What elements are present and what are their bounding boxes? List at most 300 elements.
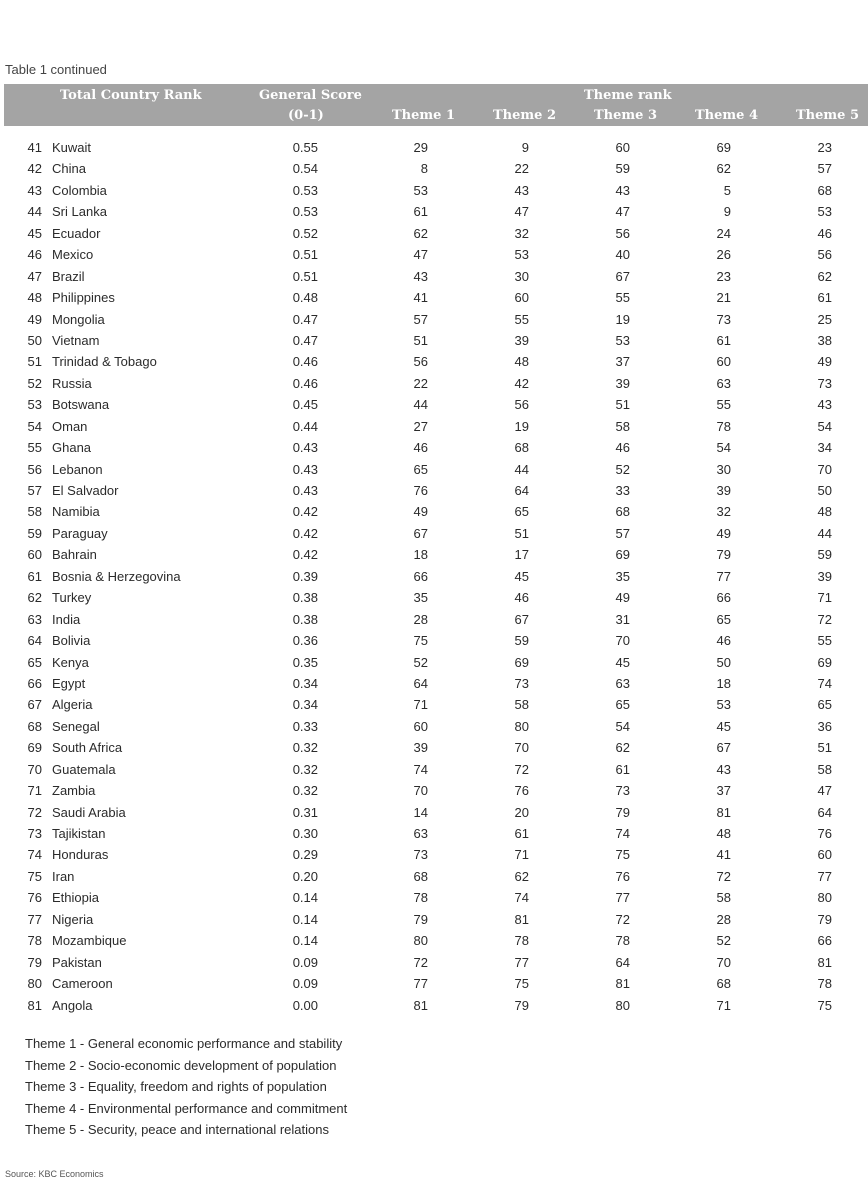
- theme-5-rank-cell: 76: [817, 826, 832, 841]
- theme-1-rank-cell: 14: [413, 804, 428, 820]
- theme-2-rank-cell: 64: [514, 483, 529, 498]
- theme-4-rank-cell: 71: [716, 997, 731, 1013]
- table-row: [0, 694, 868, 715]
- general-score-cell: 0.32: [292, 783, 318, 799]
- theme-2-rank-cell: 73: [514, 675, 529, 691]
- theme-4-rank-cell: 66: [716, 590, 731, 606]
- general-score-cell: 0.45: [292, 397, 318, 413]
- country-cell: Russia: [52, 375, 92, 391]
- header-total-country-rank: Total Country Rank: [60, 88, 202, 103]
- general-score-cell: 0.36: [292, 633, 318, 649]
- theme-4-rank-cell: 54: [716, 440, 731, 456]
- country-cell: Nigeria: [52, 911, 94, 927]
- theme-2-rank-cell: 46: [514, 590, 529, 606]
- theme-3-rank-cell: 77: [615, 890, 630, 906]
- general-score-cell: 0.31: [292, 804, 318, 820]
- general-score-cell: 0.34: [292, 697, 318, 713]
- rank-cell: 62: [27, 590, 42, 606]
- table-row: [0, 566, 868, 587]
- rank-cell: 71: [27, 783, 42, 799]
- table-row: [0, 480, 868, 501]
- country-cell: Egypt: [52, 675, 86, 691]
- table-row: [0, 652, 868, 673]
- theme-2-rank-cell: 45: [514, 568, 529, 584]
- country-cell: Iran: [52, 868, 75, 884]
- theme-1-rank-cell: 51: [413, 332, 428, 348]
- header-general-score-range: (0-1): [288, 108, 324, 123]
- country-cell: Ethiopia: [52, 890, 99, 906]
- theme-3-rank-cell: 54: [615, 718, 630, 734]
- theme-1-rank-cell: 75: [413, 633, 428, 649]
- rank-cell: 75: [27, 868, 42, 884]
- theme-1-rank-cell: 66: [413, 568, 428, 584]
- theme-3-rank-cell: 80: [615, 997, 630, 1013]
- general-score-cell: 0.47: [292, 332, 318, 348]
- theme-4-rank-cell: 53: [716, 697, 731, 713]
- theme-2-rank-cell: 48: [514, 354, 529, 370]
- country-cell: Guatemala: [52, 761, 116, 777]
- theme-4-rank-cell: 48: [716, 826, 731, 841]
- rank-cell: 49: [27, 311, 42, 327]
- theme-5-rank-cell: 64: [817, 804, 832, 820]
- theme-4-rank-cell: 72: [716, 868, 731, 884]
- theme-4-rank-cell: 70: [716, 954, 731, 970]
- theme-3-rank-cell: 62: [615, 740, 630, 756]
- theme-3-rank-cell: 73: [615, 783, 630, 799]
- table-row: [0, 802, 868, 823]
- theme-3-rank-cell: 68: [615, 504, 630, 520]
- country-cell: Trinidad & Tobago: [52, 354, 157, 370]
- theme-2-rank-cell: 69: [514, 654, 529, 670]
- legend-item: Theme 2 - Socio-economic development of population: [25, 1057, 337, 1073]
- rank-cell: 51: [27, 354, 42, 370]
- theme-3-rank-cell: 59: [615, 161, 630, 177]
- country-cell: Kuwait: [52, 140, 92, 155]
- theme-2-rank-cell: 75: [514, 976, 529, 992]
- theme-1-rank-cell: 61: [413, 204, 428, 220]
- general-score-cell: 0.35: [292, 654, 318, 670]
- theme-5-rank-cell: 44: [817, 525, 832, 541]
- theme-3-rank-cell: 35: [615, 568, 630, 584]
- theme-2-rank-cell: 42: [514, 375, 529, 391]
- theme-4-rank-cell: 68: [716, 976, 731, 992]
- table-caption: Table 1 continued: [5, 62, 107, 77]
- theme-4-rank-cell: 9: [723, 204, 731, 220]
- theme-1-rank-cell: 70: [413, 783, 428, 799]
- theme-4-rank-cell: 79: [716, 547, 731, 563]
- theme-3-rank-cell: 69: [615, 547, 630, 563]
- theme-4-rank-cell: 58: [716, 890, 731, 906]
- theme-3-rank-cell: 47: [615, 204, 630, 220]
- general-score-cell: 0.47: [292, 311, 318, 327]
- general-score-cell: 0.00: [292, 997, 318, 1013]
- theme-4-rank-cell: 73: [716, 311, 731, 327]
- theme-4-rank-cell: 37: [716, 783, 731, 799]
- rank-cell: 45: [27, 225, 42, 241]
- country-cell: Cameroon: [52, 976, 113, 992]
- theme-4-rank-cell: 65: [716, 611, 731, 627]
- theme-4-rank-cell: 32: [716, 504, 731, 520]
- general-score-cell: 0.20: [292, 868, 318, 884]
- general-score-cell: 0.52: [292, 225, 318, 241]
- theme-3-rank-cell: 53: [615, 332, 630, 348]
- general-score-cell: 0.53: [292, 204, 318, 220]
- theme-3-rank-cell: 63: [615, 675, 630, 691]
- theme-4-rank-cell: 18: [716, 675, 731, 691]
- rank-cell: 50: [27, 332, 42, 348]
- theme-4-rank-cell: 60: [716, 354, 731, 370]
- general-score-cell: 0.43: [292, 461, 318, 477]
- theme-5-rank-cell: 80: [817, 890, 832, 906]
- table-row: [0, 459, 868, 480]
- rank-cell: 67: [27, 697, 42, 713]
- theme-4-rank-cell: 39: [716, 483, 731, 498]
- rank-cell: 42: [27, 161, 42, 177]
- general-score-cell: 0.51: [292, 268, 318, 284]
- rank-cell: 80: [27, 976, 42, 992]
- header-general-score: General Score: [259, 88, 362, 103]
- theme-5-rank-cell: 46: [817, 225, 832, 241]
- country-cell: Brazil: [52, 268, 85, 284]
- theme-2-rank-cell: 53: [514, 247, 529, 263]
- theme-3-rank-cell: 74: [615, 826, 630, 841]
- theme-2-rank-cell: 39: [514, 332, 529, 348]
- theme-3-rank-cell: 70: [615, 633, 630, 649]
- country-cell: Pakistan: [52, 954, 102, 970]
- theme-1-rank-cell: 53: [413, 182, 428, 198]
- theme-3-rank-cell: 49: [615, 590, 630, 606]
- table-row: [0, 523, 868, 544]
- theme-5-rank-cell: 57: [817, 161, 832, 177]
- table-row: [0, 995, 868, 1016]
- theme-1-rank-cell: 63: [413, 826, 428, 841]
- theme-4-rank-cell: 24: [716, 225, 731, 241]
- country-cell: Kenya: [52, 654, 89, 670]
- table-row: [0, 823, 868, 844]
- general-score-cell: 0.29: [292, 847, 318, 863]
- theme-2-rank-cell: 67: [514, 611, 529, 627]
- country-cell: Bolivia: [52, 633, 91, 649]
- theme-4-rank-cell: 55: [716, 397, 731, 413]
- table-row: [0, 501, 868, 522]
- theme-2-rank-cell: 47: [514, 204, 529, 220]
- table-row: [0, 180, 868, 201]
- theme-2-rank-cell: 22: [514, 161, 529, 177]
- rank-cell: 53: [27, 397, 42, 413]
- general-score-cell: 0.38: [292, 590, 318, 606]
- country-cell: South Africa: [52, 740, 123, 756]
- theme-4-rank-cell: 62: [716, 161, 731, 177]
- theme-1-rank-cell: 81: [413, 997, 428, 1013]
- rank-cell: 52: [27, 375, 42, 391]
- theme-5-rank-cell: 39: [817, 568, 832, 584]
- theme-2-rank-cell: 44: [514, 461, 529, 477]
- country-cell: Saudi Arabia: [52, 804, 126, 820]
- country-cell: Vietnam: [52, 332, 100, 348]
- table-row: [0, 930, 868, 951]
- header-theme-5: Theme 5: [796, 108, 859, 123]
- table-row: [0, 909, 868, 930]
- general-score-cell: 0.32: [292, 740, 318, 756]
- general-score-cell: 0.48: [292, 290, 318, 306]
- country-cell: Mexico: [52, 247, 94, 263]
- country-cell: Botswana: [52, 397, 110, 413]
- theme-5-rank-cell: 74: [817, 675, 832, 691]
- theme-5-rank-cell: 50: [817, 483, 832, 498]
- theme-2-rank-cell: 81: [514, 911, 529, 927]
- rank-cell: 77: [27, 911, 42, 927]
- theme-3-rank-cell: 51: [615, 397, 630, 413]
- theme-5-rank-cell: 70: [817, 461, 832, 477]
- rank-cell: 57: [27, 483, 42, 498]
- general-score-cell: 0.53: [292, 182, 318, 198]
- theme-5-rank-cell: 66: [817, 933, 832, 949]
- theme-3-rank-cell: 57: [615, 525, 630, 541]
- rank-cell: 78: [27, 933, 42, 949]
- table-row: [0, 673, 868, 694]
- theme-2-rank-cell: 61: [514, 826, 529, 841]
- table-row: [0, 309, 868, 330]
- theme-1-rank-cell: 39: [413, 740, 428, 756]
- theme-5-rank-cell: 54: [817, 418, 832, 434]
- theme-4-rank-cell: 21: [716, 290, 731, 306]
- theme-3-rank-cell: 79: [615, 804, 630, 820]
- theme-3-rank-cell: 76: [615, 868, 630, 884]
- rank-cell: 41: [27, 140, 42, 155]
- theme-1-rank-cell: 71: [413, 697, 428, 713]
- table-row: [0, 287, 868, 308]
- theme-3-rank-cell: 45: [615, 654, 630, 670]
- country-cell: Sri Lanka: [52, 204, 107, 220]
- theme-1-rank-cell: 46: [413, 440, 428, 456]
- theme-3-rank-cell: 37: [615, 354, 630, 370]
- table-row: [0, 952, 868, 973]
- theme-3-rank-cell: 61: [615, 761, 630, 777]
- theme-3-rank-cell: 19: [615, 311, 630, 327]
- general-score-cell: 0.32: [292, 761, 318, 777]
- theme-2-rank-cell: 19: [514, 418, 529, 434]
- country-cell: Mongolia: [52, 311, 105, 327]
- country-cell: China: [52, 161, 86, 177]
- theme-3-rank-cell: 33: [615, 483, 630, 498]
- theme-1-rank-cell: 65: [413, 461, 428, 477]
- theme-5-rank-cell: 47: [817, 783, 832, 799]
- theme-2-rank-cell: 59: [514, 633, 529, 649]
- theme-1-rank-cell: 57: [413, 311, 428, 327]
- theme-5-rank-cell: 25: [817, 311, 832, 327]
- general-score-cell: 0.42: [292, 504, 318, 520]
- header-theme-1: Theme 1: [392, 108, 455, 123]
- theme-2-rank-cell: 9: [521, 140, 529, 155]
- theme-2-rank-cell: 72: [514, 761, 529, 777]
- country-cell: Colombia: [52, 182, 107, 198]
- general-score-cell: 0.14: [292, 890, 318, 906]
- theme-1-rank-cell: 68: [413, 868, 428, 884]
- country-cell: Paraguay: [52, 525, 108, 541]
- general-score-cell: 0.44: [292, 418, 318, 434]
- theme-5-rank-cell: 34: [817, 440, 832, 456]
- theme-5-rank-cell: 36: [817, 718, 832, 734]
- general-score-cell: 0.51: [292, 247, 318, 263]
- theme-2-rank-cell: 71: [514, 847, 529, 863]
- general-score-cell: 0.09: [292, 976, 318, 992]
- theme-5-rank-cell: 38: [817, 332, 832, 348]
- table-row: [0, 609, 868, 630]
- theme-5-rank-cell: 77: [817, 868, 832, 884]
- theme-4-rank-cell: 81: [716, 804, 731, 820]
- general-score-cell: 0.39: [292, 568, 318, 584]
- table-row: [0, 587, 868, 608]
- table-row: [0, 780, 868, 801]
- theme-2-rank-cell: 30: [514, 268, 529, 284]
- legend-item: Theme 5 - Security, peace and international relations: [25, 1122, 329, 1138]
- theme-1-rank-cell: 78: [413, 890, 428, 906]
- theme-1-rank-cell: 76: [413, 483, 428, 498]
- country-cell: India: [52, 611, 81, 627]
- rank-cell: 43: [27, 182, 42, 198]
- theme-4-rank-cell: 50: [716, 654, 731, 670]
- theme-1-rank-cell: 27: [413, 418, 428, 434]
- general-score-cell: 0.46: [292, 354, 318, 370]
- country-cell: Ghana: [52, 440, 92, 456]
- table-row: [0, 244, 868, 265]
- theme-5-rank-cell: 71: [817, 590, 832, 606]
- theme-1-rank-cell: 56: [413, 354, 428, 370]
- theme-3-rank-cell: 56: [615, 225, 630, 241]
- theme-5-rank-cell: 23: [817, 140, 832, 155]
- country-cell: Oman: [52, 418, 88, 434]
- general-score-cell: 0.30: [292, 826, 318, 841]
- theme-1-rank-cell: 18: [413, 547, 428, 563]
- theme-5-rank-cell: 58: [817, 761, 832, 777]
- theme-3-rank-cell: 72: [615, 911, 630, 927]
- country-cell: Philippines: [52, 290, 115, 306]
- theme-2-rank-cell: 51: [514, 525, 529, 541]
- theme-5-rank-cell: 73: [817, 375, 832, 391]
- rank-cell: 54: [27, 418, 42, 434]
- theme-2-rank-cell: 58: [514, 697, 529, 713]
- table-row: [0, 437, 868, 458]
- theme-2-rank-cell: 32: [514, 225, 529, 241]
- theme-5-rank-cell: 75: [817, 997, 832, 1013]
- general-score-cell: 0.43: [292, 440, 318, 456]
- theme-1-rank-cell: 41: [413, 290, 428, 306]
- theme-4-rank-cell: 69: [716, 140, 731, 155]
- header-theme-2: Theme 2: [493, 108, 556, 123]
- theme-4-rank-cell: 43: [716, 761, 731, 777]
- theme-2-rank-cell: 43: [514, 182, 529, 198]
- table-row: [0, 973, 868, 994]
- rank-cell: 47: [27, 268, 42, 284]
- table-row: [0, 137, 868, 158]
- theme-2-rank-cell: 55: [514, 311, 529, 327]
- theme-4-rank-cell: 77: [716, 568, 731, 584]
- theme-1-rank-cell: 29: [413, 140, 428, 155]
- theme-2-rank-cell: 17: [514, 547, 529, 563]
- theme-4-rank-cell: 28: [716, 911, 731, 927]
- theme-3-rank-cell: 64: [615, 954, 630, 970]
- general-score-cell: 0.14: [292, 933, 318, 949]
- theme-1-rank-cell: 8: [420, 161, 428, 177]
- theme-1-rank-cell: 49: [413, 504, 428, 520]
- theme-5-rank-cell: 61: [817, 290, 832, 306]
- theme-5-rank-cell: 48: [817, 504, 832, 520]
- table-row: [0, 844, 868, 865]
- theme-1-rank-cell: 79: [413, 911, 428, 927]
- theme-5-rank-cell: 72: [817, 611, 832, 627]
- rank-cell: 60: [27, 547, 42, 563]
- theme-4-rank-cell: 41: [716, 847, 731, 863]
- theme-1-rank-cell: 74: [413, 761, 428, 777]
- table-row: [0, 630, 868, 651]
- theme-4-rank-cell: 61: [716, 332, 731, 348]
- theme-5-rank-cell: 51: [817, 740, 832, 756]
- general-score-cell: 0.54: [292, 161, 318, 177]
- theme-2-rank-cell: 77: [514, 954, 529, 970]
- theme-1-rank-cell: 73: [413, 847, 428, 863]
- theme-3-rank-cell: 55: [615, 290, 630, 306]
- source-note: Source: KBC Economics: [5, 1169, 104, 1179]
- country-cell: Angola: [52, 997, 93, 1013]
- table-row: [0, 759, 868, 780]
- theme-4-rank-cell: 26: [716, 247, 731, 263]
- country-cell: Lebanon: [52, 461, 103, 477]
- rank-cell: 61: [27, 568, 42, 584]
- theme-1-rank-cell: 77: [413, 976, 428, 992]
- theme-1-rank-cell: 22: [413, 375, 428, 391]
- theme-2-rank-cell: 78: [514, 933, 529, 949]
- theme-2-rank-cell: 65: [514, 504, 529, 520]
- theme-1-rank-cell: 28: [413, 611, 428, 627]
- theme-5-rank-cell: 49: [817, 354, 832, 370]
- rank-cell: 74: [27, 847, 42, 863]
- theme-5-rank-cell: 65: [817, 697, 832, 713]
- general-score-cell: 0.33: [292, 718, 318, 734]
- theme-5-rank-cell: 78: [817, 976, 832, 992]
- theme-3-rank-cell: 60: [615, 140, 630, 155]
- rank-cell: 70: [27, 761, 42, 777]
- theme-1-rank-cell: 60: [413, 718, 428, 734]
- theme-1-rank-cell: 67: [413, 525, 428, 541]
- table-row: [0, 158, 868, 179]
- general-score-cell: 0.14: [292, 911, 318, 927]
- table-row: [0, 544, 868, 565]
- theme-4-rank-cell: 49: [716, 525, 731, 541]
- theme-2-rank-cell: 56: [514, 397, 529, 413]
- rank-cell: 81: [27, 997, 42, 1013]
- theme-1-rank-cell: 62: [413, 225, 428, 241]
- general-score-cell: 0.46: [292, 375, 318, 391]
- rank-cell: 58: [27, 504, 42, 520]
- rank-cell: 73: [27, 826, 42, 841]
- theme-2-rank-cell: 20: [514, 804, 529, 820]
- header-theme-rank: Theme rank: [584, 88, 672, 103]
- country-cell: Ecuador: [52, 225, 101, 241]
- country-cell: Bahrain: [52, 547, 97, 563]
- table-row: [0, 223, 868, 244]
- theme-2-rank-cell: 70: [514, 740, 529, 756]
- legend-item: Theme 4 - Environmental performance and commitment: [25, 1100, 348, 1116]
- general-score-cell: 0.34: [292, 675, 318, 691]
- theme-5-rank-cell: 55: [817, 633, 832, 649]
- theme-5-rank-cell: 81: [817, 954, 832, 970]
- rank-cell: 69: [27, 740, 42, 756]
- rank-cell: 66: [27, 675, 42, 691]
- theme-legend: [25, 1034, 347, 1142]
- table-row: [0, 201, 868, 222]
- country-cell: Tajikistan: [52, 826, 106, 841]
- table-body: [0, 137, 868, 1016]
